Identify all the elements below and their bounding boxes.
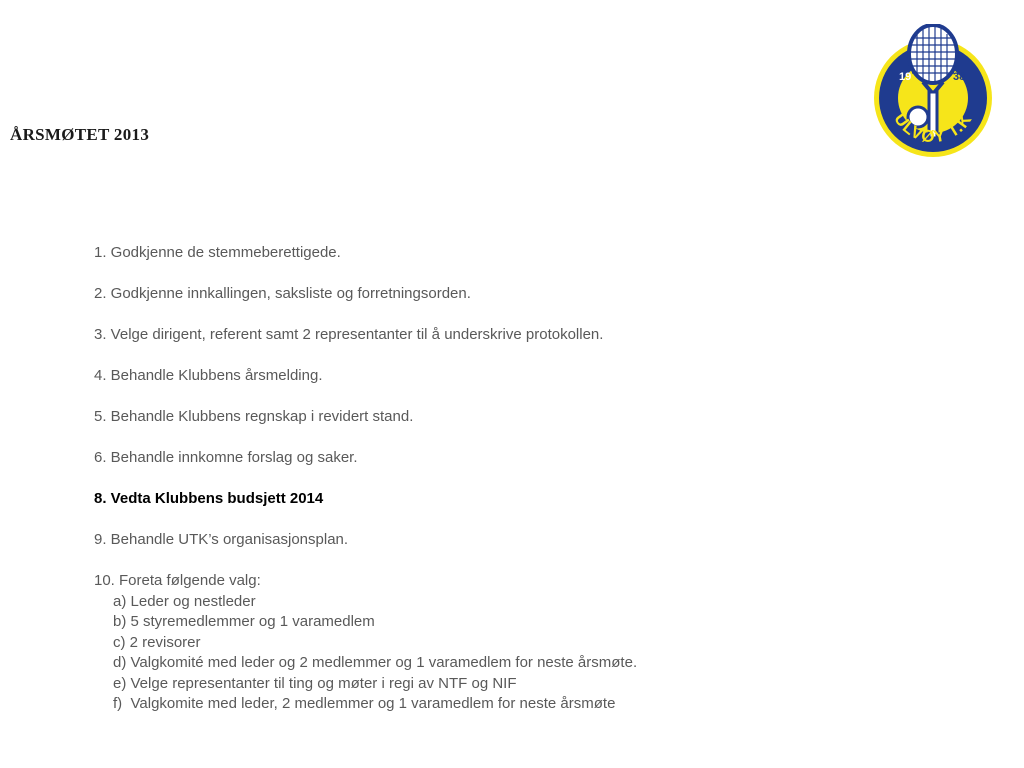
agenda-item: 1. Godkjenne de stemmeberettigede. [94,244,341,261]
agenda-item: 4. Behandle Klubbens årsmelding. [94,367,323,384]
logo-club-name: ULVØY T.K [890,109,976,147]
agenda-item: 3. Velge dirigent, referent samt 2 representanter til å underskrive protokollen. [94,326,604,343]
agenda-sub-item: e) Velge representanter til ting og møter i regi av NTF og NIF [113,674,517,692]
logo-year-left: 19 [899,71,912,83]
agenda-sub-item: b) 5 styremedlemmer og 1 varamedlem [113,613,375,630]
agenda-sub-item: a) Leder og nestleder [113,592,256,610]
agenda-item: 9. Behandle UTK’s organisasjonsplan. [94,531,349,548]
racket-icon [909,25,957,83]
agenda-item: 5. Behandle Klubbens regnskap i revidert stand. [94,408,414,425]
club-logo [873,24,993,160]
agenda-item: 2. Godkjenne innkallingen, saksliste og forretningsorden. [94,285,471,302]
agenda-item-highlighted: 8. Vedta Klubbens budsjett 2014 [94,490,324,507]
agenda-item: 6. Behandle innkomne forslag og saker. [94,449,358,466]
agenda-list [94,243,994,715]
agenda-sub-item: d) Valgkomité med leder og 2 medlemmer og 1 varamedlem for neste årsmøte. [113,654,638,671]
page-title: ÅRSMØTET 2013 [10,125,150,144]
agenda-item: 10. Foreta følgende valg: [94,572,261,589]
agenda-sub-item: c) 2 revisorer [113,633,201,651]
logo-year-right: 38 [953,71,966,83]
agenda-sub-item: f) Valgkomite med leder, 2 medlemmer og 1 varamedlem for neste årsmøte [113,695,616,712]
